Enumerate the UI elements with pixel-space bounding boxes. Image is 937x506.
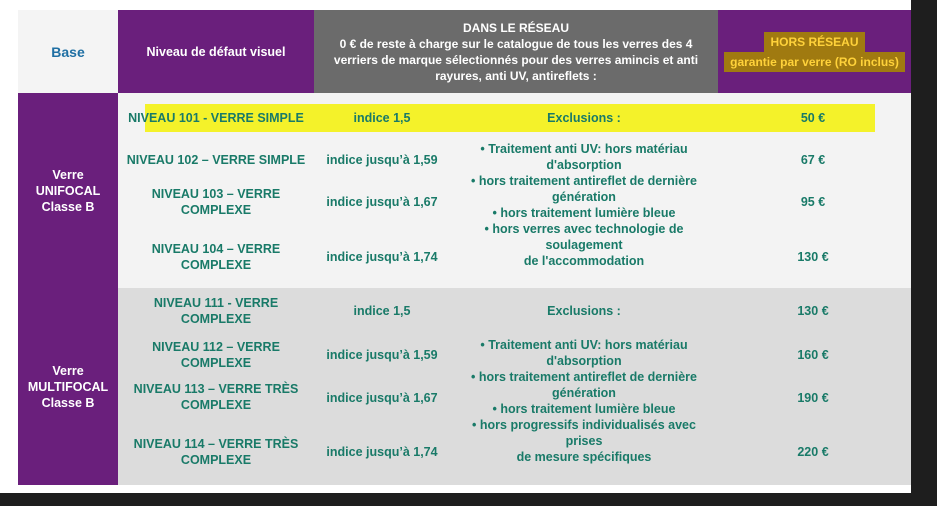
exclusions-list-unifocal [454,141,714,269]
row-niveau-114-line2: COMPLEXE [180,453,252,467]
row-indice-113: indice jusqu’à 1,67 [326,391,438,405]
exclusions-list-multifocal [454,337,714,465]
header-reseau-line1: 0 € de reste à charge sur le catalogue de tous les verres des 4 [339,36,693,51]
header-base: Base [18,10,118,93]
row-price-101: 50 € [800,111,826,125]
row-niveau-102: NIVEAU 102 – VERRE SIMPLE [126,153,306,167]
row-niveau-101: NIVEAU 101 - VERRE SIMPLE [128,111,304,125]
row-niveau-113-line2: COMPLEXE [180,398,252,412]
exclusion-line: génération [552,386,616,400]
row-niveau-112: NIVEAU 112 – VERRE COMPLEXE [152,340,280,370]
row-indice-102: indice jusqu’à 1,59 [326,153,438,167]
group-label-multifocal [18,288,118,485]
header-reseau-line2: verriers de marque sélectionnés pour des verres amincis et anti [333,52,699,67]
row-indice-111: indice 1,5 [353,304,411,318]
row-indice-101: indice 1,5 [353,111,411,125]
exclusion-line: soulagement [545,238,623,252]
exclusion-line: • hors progressifs individualisés avec [472,418,696,432]
exclusion-line: d'absorption [546,158,622,172]
exclusion-line: génération [552,190,616,204]
exclusion-line: • hors traitement lumière bleue [492,206,676,220]
group-label-line3: Classe B [41,199,95,214]
exclusions-title-multifocal: Exclusions : [547,304,621,318]
group-label-line2: UNIFOCAL [35,183,101,198]
row-niveau-104: NIVEAU 104 – VERRE COMPLEXE [151,242,281,272]
row-indice-103: indice jusqu’à 1,67 [326,195,438,209]
group-label-line1: Verre [52,363,84,378]
row-niveau-111: NIVEAU 111 - VERRE COMPLEXE [153,296,279,326]
exclusion-line: • hors verres avec technologie de [484,222,684,236]
header-reseau-line3: rayures, anti UV, antireflets : [435,68,597,83]
exclusion-line: d'absorption [546,354,622,368]
header-hors-title: HORS RÉSEAU [764,32,864,52]
exclusion-line: • Traitement anti UV: hors matériau [480,142,688,156]
header-hors-subtitle: garantie par verre (RO inclus) [724,52,905,72]
row-niveau-114 [118,435,314,469]
exclusion-line: • hors traitement lumière bleue [492,402,676,416]
exclusion-line: prises [565,434,603,448]
group-label-line2: MULTIFOCAL [27,379,109,394]
row-indice-112: indice jusqu’à 1,59 [326,348,438,362]
row-indice-114: indice jusqu’à 1,74 [326,445,438,459]
exclusions-title-unifocal: Exclusions : [547,111,621,125]
row-price-114: 220 € [797,445,829,459]
group-label-line3: Classe B [41,395,95,410]
row-niveau-103: NIVEAU 103 – VERRE COMPLEXE [151,187,281,217]
exclusion-line: • hors traitement antireflet de dernière [471,370,697,384]
row-indice-104: indice jusqu’à 1,74 [326,250,438,264]
group-label-unifocal [18,93,118,288]
header-hors-reseau [718,10,911,93]
row-niveau-114-line1: NIVEAU 114 – VERRE TRÈS [133,437,299,451]
row-price-111: 130 € [797,304,829,318]
row-niveau-113-line1: NIVEAU 113 – VERRE TRÈS [133,382,299,396]
header-reseau-title: DANS LE RÉSEAU [462,20,569,35]
row-price-103: 95 € [800,195,826,209]
exclusion-line: • hors traitement antireflet de dernière [471,174,697,188]
header-niveau: Niveau de défaut visuel [118,10,314,93]
row-price-104: 130 € [797,250,829,264]
group-label-line1: Verre [52,167,84,182]
row-price-113: 190 € [797,391,829,405]
row-price-112: 160 € [797,348,829,362]
exclusion-line: de mesure spécifiques [516,450,652,464]
row-niveau-113 [118,380,314,414]
exclusion-line: • Traitement anti UV: hors matériau [480,338,688,352]
header-dans-reseau [314,10,718,93]
exclusion-line: de l'accommodation [523,254,645,268]
row-price-102: 67 € [800,153,826,167]
